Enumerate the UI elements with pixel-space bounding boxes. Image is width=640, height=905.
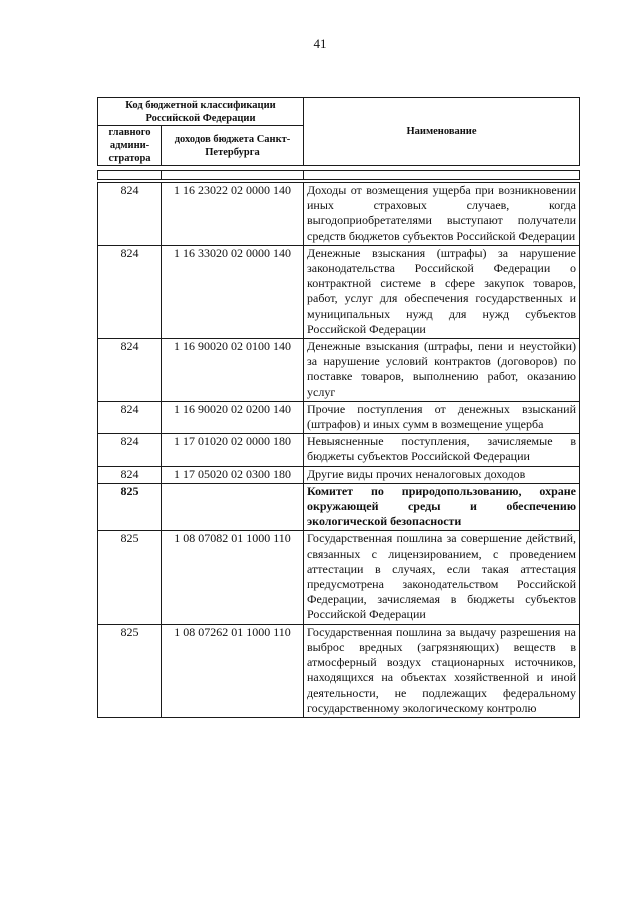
revenue-name-cell: Комитет по природопользованию, охране окружающей среды и обеспечению экологической безопасности (304, 483, 580, 531)
table-row (98, 245, 580, 338)
header-spacer-row (97, 170, 580, 180)
revenue-name-cell: Другие виды прочих неналоговых доходов (304, 466, 580, 483)
income-code-cell: 1 16 23022 02 0000 140 (162, 183, 304, 246)
revenue-name-cell: Денежные взыскания (штрафы) за нарушение законодательства Российской Федерации о контрактной системе в сфере закупок товаров, работ, услуг для обеспечения государственных и муниципальных нужд для нужд субъектов Российской Федерации (304, 245, 580, 338)
revenue-name-cell: Невыясненные поступления, зачисляемые в бюджеты субъектов Российской Федерации (304, 434, 580, 466)
income-code-cell: 1 08 07082 01 1000 110 (162, 531, 304, 624)
table-row (98, 401, 580, 433)
table-row (98, 183, 580, 246)
admin-code-cell: 824 (98, 339, 162, 402)
income-column-heading: доходов бюджета Санкт-Петербурга (162, 126, 304, 166)
name-column-heading: Наименование (304, 98, 580, 166)
revenue-name-cell: Денежные взыскания (штрафы, пени и неустойки) за нарушение условий контрактов (договоров) по поставке товаров, выполнению работ, оказанию услуг (304, 339, 580, 402)
income-code-cell: 1 08 07262 01 1000 110 (162, 624, 304, 717)
admin-code-cell: 824 (98, 434, 162, 466)
admin-code-cell: 825 (98, 531, 162, 624)
income-code-cell: 1 16 90020 02 0100 140 (162, 339, 304, 402)
table-row (98, 434, 580, 466)
revenue-name-cell: Доходы от возмещения ущерба при возникновении иных страховых случаев, когда выгодоприобретателями выступают получатели средств бюджетов субъектов Российской Федерации (304, 183, 580, 246)
table-row (98, 483, 580, 531)
revenue-name-cell: Прочие поступления от денежных взысканий (штрафов) и иных сумм в возмещение ущерба (304, 401, 580, 433)
table-header (97, 97, 580, 166)
table-row (98, 624, 580, 717)
admin-code-cell: 824 (98, 183, 162, 246)
table-row (98, 339, 580, 402)
admin-code-cell: 825 (98, 483, 162, 531)
admin-code-cell: 825 (98, 624, 162, 717)
page-number: 41 (313, 36, 327, 51)
spacer-cell (98, 171, 162, 180)
spacer-cell (162, 171, 304, 180)
revenue-name-cell: Государственная пошлина за совершение действий, связанных с лицензированием, с проведением аттестации в случаях, если такая аттестация предусмотрена законодательством Российской Федерации, зачисляемая в бюджеты субъектов Российской Федерации (304, 531, 580, 624)
admin-code-cell: 824 (98, 466, 162, 483)
revenue-name-cell: Государственная пошлина за выдачу разрешения на выброс вредных (загрязняющих) веществ в атмосферный воздух стационарных источников, находящихся на объектах хозяйственной и иной деятельности, не подлежащих федеральному государственному экологическому контролю (304, 624, 580, 717)
admin-code-cell: 824 (98, 245, 162, 338)
income-code-cell: 1 16 90020 02 0200 140 (162, 401, 304, 433)
admin-column-heading: главного админи-стратора (98, 126, 162, 166)
budget-classification-heading: Код бюджетной классификации Российской Федерации (98, 98, 304, 126)
table-row (98, 531, 580, 624)
income-code-cell: 1 17 01020 02 0000 180 (162, 434, 304, 466)
revenue-table-body (98, 183, 580, 718)
table-row (98, 466, 580, 483)
income-code-cell: 1 16 33020 02 0000 140 (162, 245, 304, 338)
admin-code-cell: 824 (98, 401, 162, 433)
revenue-table (97, 182, 580, 718)
spacer-cell (304, 171, 580, 180)
income-code-cell (162, 483, 304, 531)
income-code-cell: 1 17 05020 02 0300 180 (162, 466, 304, 483)
